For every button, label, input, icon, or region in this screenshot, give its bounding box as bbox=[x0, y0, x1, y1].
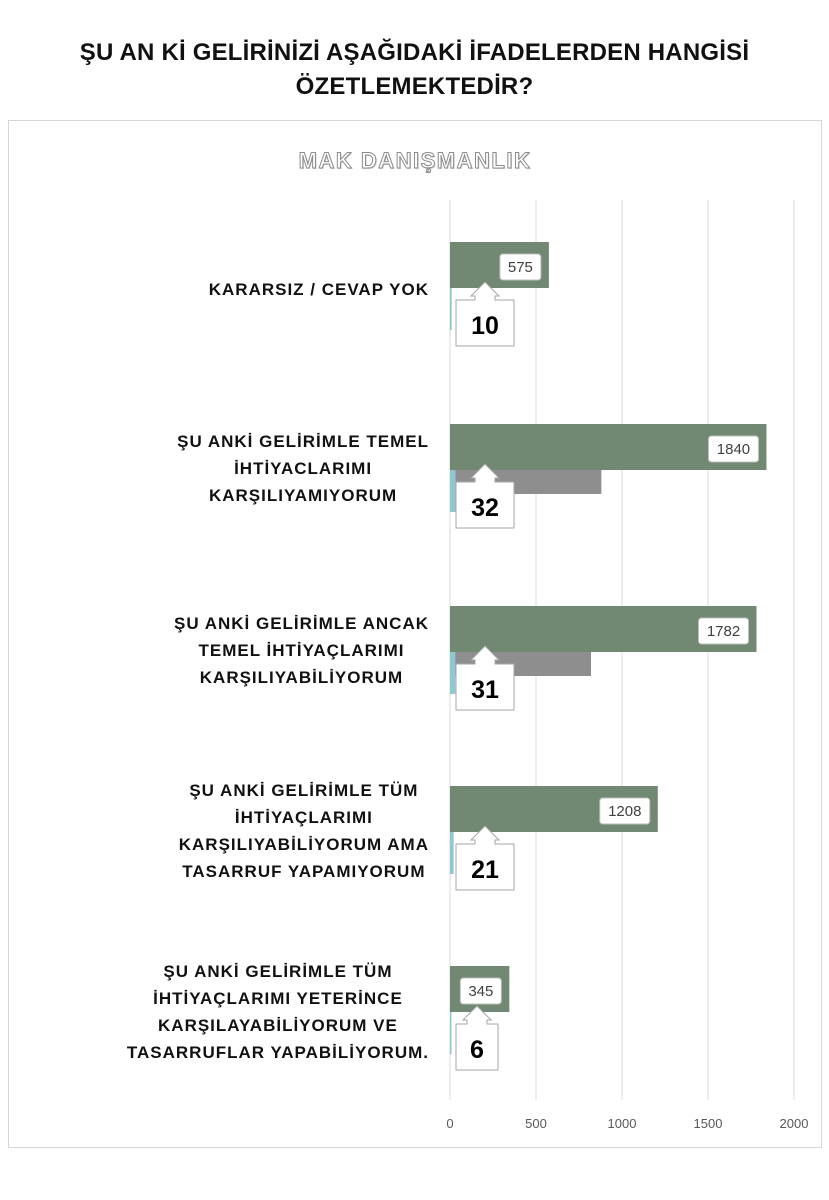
category-label-line: TASARRUFLAR YAPABİLİYORUM. bbox=[126, 1043, 429, 1062]
category-label-line: ŞU ANKİ GELİRİMLE TÜM bbox=[163, 962, 393, 981]
percent-data-label: 32 bbox=[471, 494, 499, 522]
percent-bar bbox=[450, 286, 452, 330]
count-data-label: 575 bbox=[507, 259, 533, 276]
chart-subtitle: MAK DANIŞMANLIK bbox=[298, 148, 532, 173]
percent-data-label: 31 bbox=[471, 676, 499, 704]
category-label-line: TEMEL İHTİYAÇLARIMI bbox=[198, 641, 405, 660]
category-label-line: ŞU ANKİ GELİRİMLE TÜM bbox=[189, 781, 419, 800]
percent-data-label: 21 bbox=[471, 856, 499, 884]
category-label-line: İHTİYAÇLARIMI bbox=[234, 808, 373, 827]
page-title-line-2: ÖZETLEMEKTEDİR? bbox=[295, 73, 534, 100]
category-label-line: ŞU ANKİ GELİRİMLE TEMEL bbox=[177, 432, 429, 451]
x-tick-label: 1000 bbox=[607, 1116, 637, 1131]
count-data-label: 345 bbox=[468, 983, 494, 1000]
x-tick-label: 2000 bbox=[779, 1116, 809, 1131]
percent-bar bbox=[450, 830, 454, 874]
category-label-line: İHTİYAÇLARIMI YETERİNCE bbox=[153, 989, 403, 1008]
category-label-line: İHTİYACLARIMI bbox=[234, 459, 373, 478]
page-title-line-1: ŞU AN Kİ GELİRİNİZİ AŞAĞIDAKİ İFADELERDEN HANGİSİ bbox=[79, 39, 750, 66]
percent-data-label: 6 bbox=[470, 1036, 484, 1064]
x-tick-label: 0 bbox=[446, 1116, 454, 1131]
percent-bar bbox=[450, 650, 455, 694]
percent-bar bbox=[450, 468, 456, 512]
category-label-line: KARŞILIYABİLİYORUM bbox=[199, 668, 404, 687]
percent-data-label: 10 bbox=[471, 312, 499, 340]
category-label-line: TASARRUF YAPAMIYORUM bbox=[182, 862, 426, 881]
category-label-line: KARŞILIYABİLİYORUM AMA bbox=[178, 835, 429, 854]
count-data-label: 1840 bbox=[716, 441, 751, 458]
percent-bar bbox=[450, 1010, 452, 1054]
x-tick-label: 1500 bbox=[693, 1116, 723, 1131]
x-tick-label: 500 bbox=[525, 1116, 547, 1131]
count-data-label: 1782 bbox=[706, 623, 741, 640]
category-label-line: KARŞILIYAMIYORUM bbox=[208, 486, 398, 505]
category-label-line: KARŞILAYABİLİYORUM VE bbox=[158, 1016, 398, 1035]
category-label-line: KARARSIZ / CEVAP YOK bbox=[208, 280, 429, 299]
count-data-label: 1208 bbox=[608, 803, 642, 820]
category-label-line: ŞU ANKİ GELİRİMLE ANCAK bbox=[173, 614, 429, 633]
